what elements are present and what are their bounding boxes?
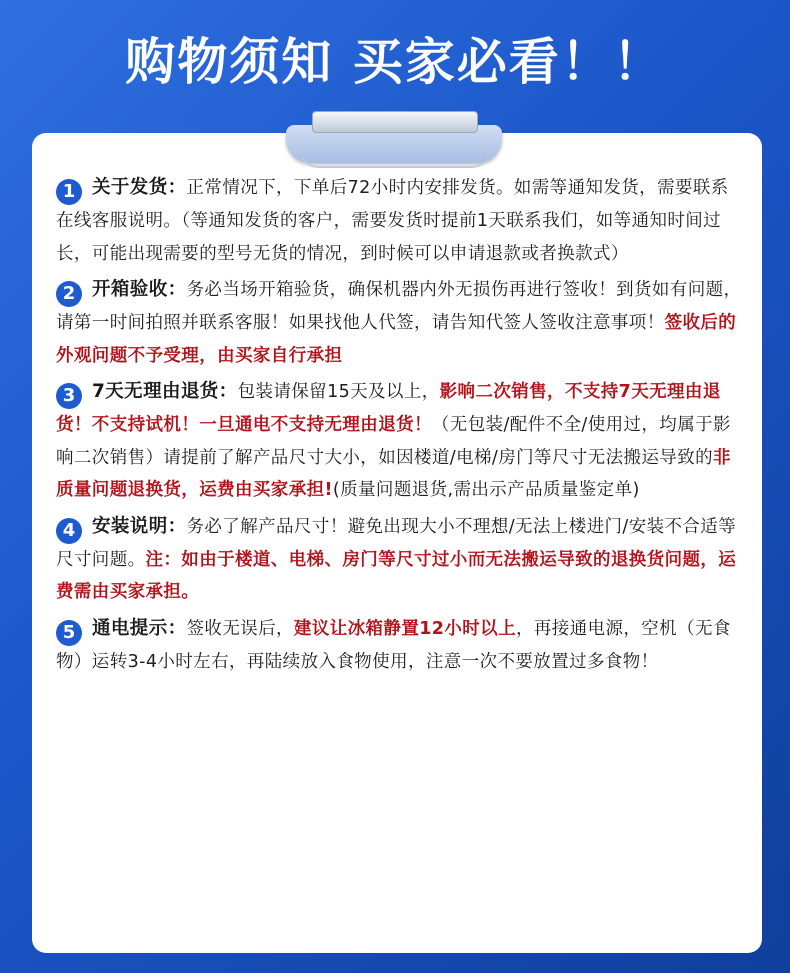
item-heading: 关于发货： [92,177,187,198]
item-text: 务必当场开箱验货，确保机器内外无损伤再进行签收！到货如有问题，请第一时间拍照并联系客服！如果找他人代签，请告知代签人签收注意事项！ [56,280,742,333]
item-warning-text: 建议让冰箱静置12小时以上 [293,618,516,639]
number-2-icon: 2 [56,281,82,307]
item-heading: 通电提示： [92,617,187,639]
item-heading: 7天无理由退货： [92,381,238,402]
item-warning-text: 非质量问题退换货，运费由买家承担! [56,447,731,500]
item-warning-text: 签收后的外观问题不予受理，由买家自行承担 [56,313,737,366]
notice-item-shipping [56,172,746,270]
notice-item-power-on [56,613,746,679]
item-warning-text: 注：如由于楼道、电梯、房门等尺寸过小而无法搬运导致的退换货问题，运费需由买家承担。 [56,549,737,602]
notice-item-returns [56,376,746,507]
notice-item-installation [56,511,746,609]
number-1-icon: 1 [56,179,82,205]
page-title: 购物须知 买家必看！！ [125,33,665,91]
notice-item-inspection [56,274,746,372]
item-text: (质量问题退货,需出示产品质量鉴定单) [332,480,640,500]
number-3-icon: 3 [56,383,82,409]
number-4-icon: 4 [56,518,82,544]
number-5-icon: 5 [56,620,82,646]
item-text: 包装请保留15天及以上， [237,382,440,402]
item-warning-text: 影响二次销售，不支持7天无理由退货！不支持试机！一旦通电不支持无理由退货！ [56,382,721,435]
item-heading: 开箱验收： [92,279,187,300]
item-text: ，再接通电源，空机（无食物）运转3-4小时左右，再陆续放入食物使用，注意一次不要放置过多食物！ [56,618,731,672]
notice-list [56,172,746,682]
item-text: 正常情况下，下单后72小时内安排发货。如需等通知发货，需要联系在线客服说明。（等通知发货的客户，需要发货时提前1天联系我们，如等通知时间过长，可能出现需要的型号无货的情况，到时候可以申请退款或者换款式） [56,178,729,264]
item-heading: 安装说明： [92,515,187,537]
item-text: 务必了解产品尺寸！避免出现大小不理想/无法上楼进门/安装不合适等尺寸问题。 [56,516,737,570]
clipboard-clip-bar [312,111,478,133]
item-text: （无包装/配件不全/使用过，均属于影响二次销售）请提前了解产品尺寸大小，如因楼道/电梯/房门等尺寸无法搬运导致的 [56,415,731,468]
clipboard-clip-curve [300,150,490,168]
item-text: 签收无误后， [186,618,294,639]
